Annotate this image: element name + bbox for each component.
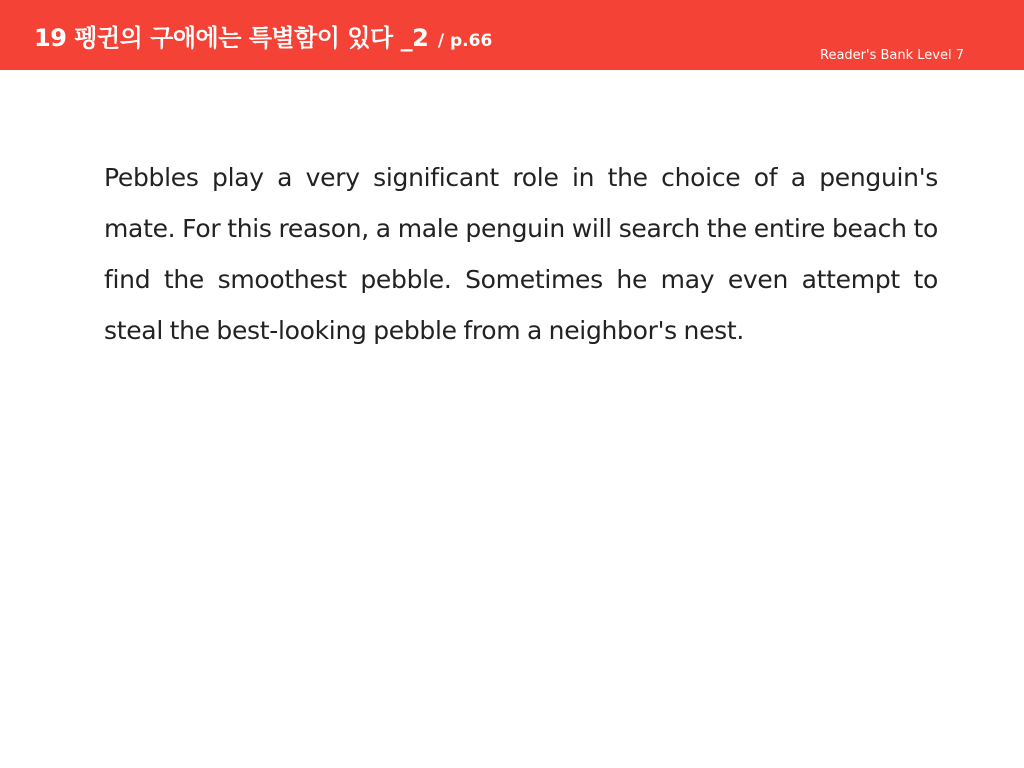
lesson-title: 19 펭귄의 구애에는 특별함이 있다 _2 xyxy=(34,24,429,52)
reading-passage: Pebbles play a very significant role in the choice of a penguin's mate. For this reason, a male penguin will search the entire beach to find the smoothest pebble. Sometimes he may even attempt to steal the best-looking pebble from a neighbor's nest. xyxy=(104,163,938,345)
page-title xyxy=(34,26,492,50)
brand-label: Reader's Bank Level 7 xyxy=(820,48,964,63)
page-reference: / p.66 xyxy=(437,31,493,51)
header-bar xyxy=(0,0,1024,70)
